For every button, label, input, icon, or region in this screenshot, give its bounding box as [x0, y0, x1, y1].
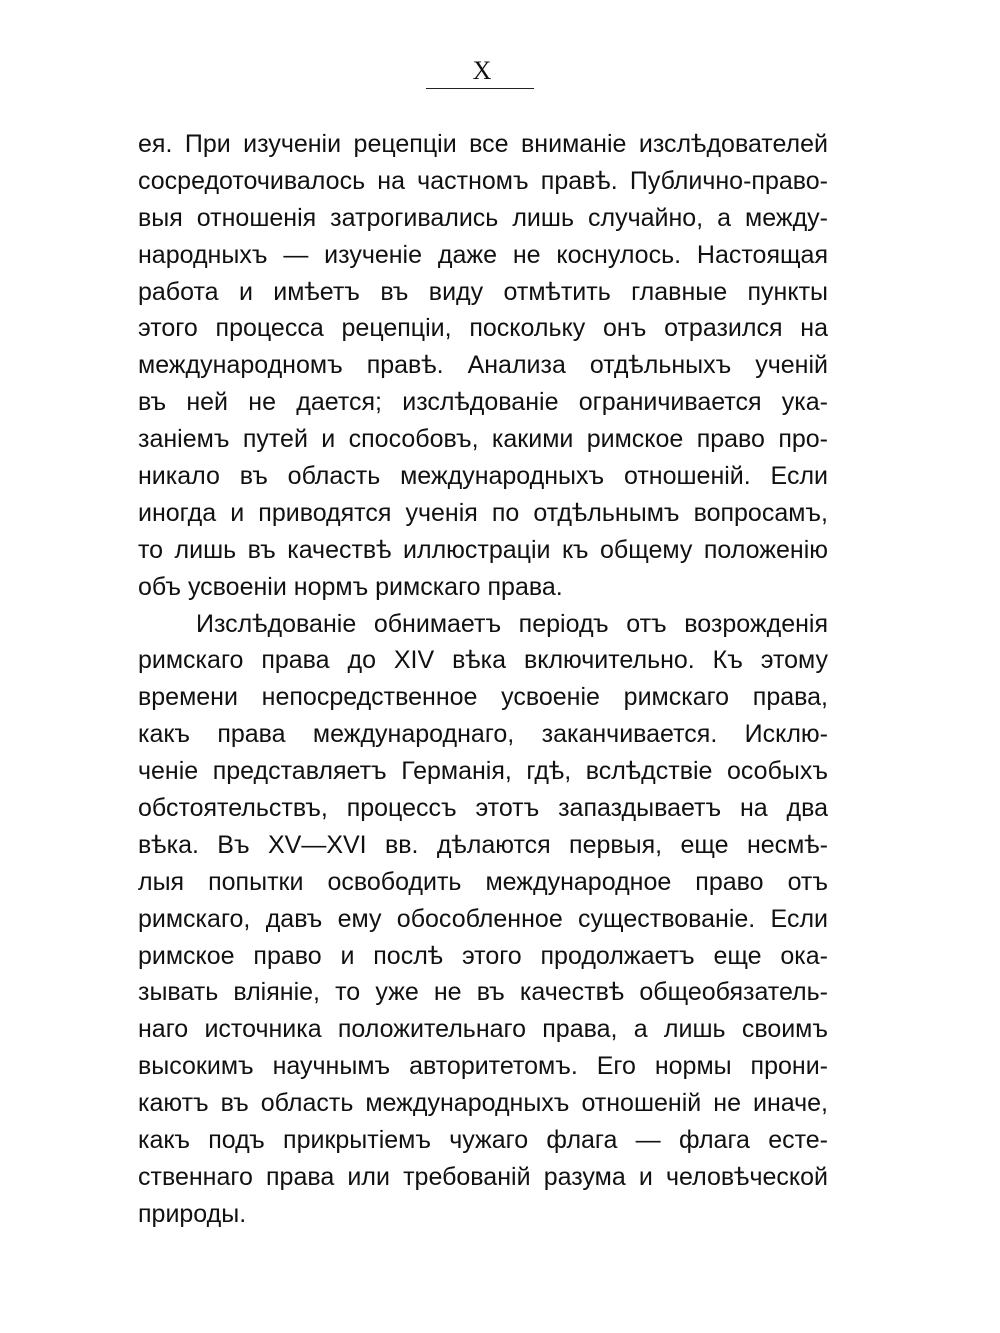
text-line: римскаго, давъ ему обособленное существованіе. Если	[138, 904, 828, 933]
text-line: выя отношенія затрогивались лишь случайно, а между-	[138, 203, 828, 232]
text-line: сосредоточивалось на частномъ правѣ. Публично-право-	[138, 166, 828, 195]
body-text	[138, 126, 828, 1233]
text-line: въ ней не дается; изслѣдованіе ограничивается ука-	[138, 388, 828, 417]
text-line: Изслѣдованіе обнимаетъ періодъ отъ возрожденія	[196, 609, 828, 638]
text-line: времени непосредственное усвоеніе римскаго права,	[138, 683, 828, 712]
text-line: какъ права международнаго, заканчивается. Исклю-	[138, 720, 828, 749]
text-line: римскаго права до XIV вѣка включительно. Къ этому	[138, 646, 828, 675]
text-line: наго источника положительнаго права, а лишь своимъ	[138, 1015, 828, 1044]
text-line: международномъ правѣ. Анализа отдѣльныхъ ученій	[138, 351, 828, 380]
text-line: римское право и послѣ этого продолжаетъ еще ока-	[138, 941, 828, 970]
text-line: ея. При изученіи рецепціи все вниманіе изслѣдователей	[138, 130, 828, 158]
text-line: то лишь въ качествѣ иллюстраціи къ общему положенію	[138, 535, 828, 564]
text-line: объ усвоеніи нормъ римскаго права.	[138, 572, 563, 601]
text-line: иногда и приводятся ученія по отдѣльнымъ вопросамъ,	[138, 498, 828, 527]
text-line: вѣка. Въ XV—XVI вв. дѣлаются первыя, еще несмѣ-	[138, 830, 828, 859]
text-line: высокимъ научнымъ авторитетомъ. Его нормы прони-	[138, 1052, 828, 1081]
text-line: какъ подъ прикрытіемъ чужаго флага — флага есте-	[138, 1126, 828, 1155]
text-line: работа и имѣетъ въ виду отмѣтить главные пункты	[138, 277, 828, 306]
paragraph-1	[138, 126, 828, 606]
text-line: заніемъ путей и способовъ, какими римское право про-	[138, 425, 828, 454]
text-line: ственнаго права или требованій разума и человѣческой	[138, 1162, 828, 1191]
header-rule	[426, 88, 534, 89]
text-line: ченіе представляетъ Германія, гдѣ, вслѣдствіе особыхъ	[138, 757, 828, 786]
page-number: X	[472, 56, 493, 85]
text-line: обстоятельствъ, процессъ этотъ запаздываетъ на два	[138, 794, 828, 823]
text-line: зывать вліяніе, то уже не въ качествѣ общеобязатель-	[138, 978, 828, 1007]
text-line: лыя попытки освободить международное право отъ	[138, 867, 828, 896]
paragraph-2	[138, 606, 828, 1233]
text-line: этого процесса рецепціи, поскольку онъ отразился на	[138, 314, 828, 343]
text-line: каютъ въ область международныхъ отношеній не иначе,	[138, 1089, 828, 1118]
text-line: никало въ область международныхъ отношеній. Если	[138, 462, 828, 491]
text-line: природы.	[138, 1199, 247, 1228]
text-line: народныхъ — изученіе даже не коснулось. Настоящая	[138, 240, 828, 269]
